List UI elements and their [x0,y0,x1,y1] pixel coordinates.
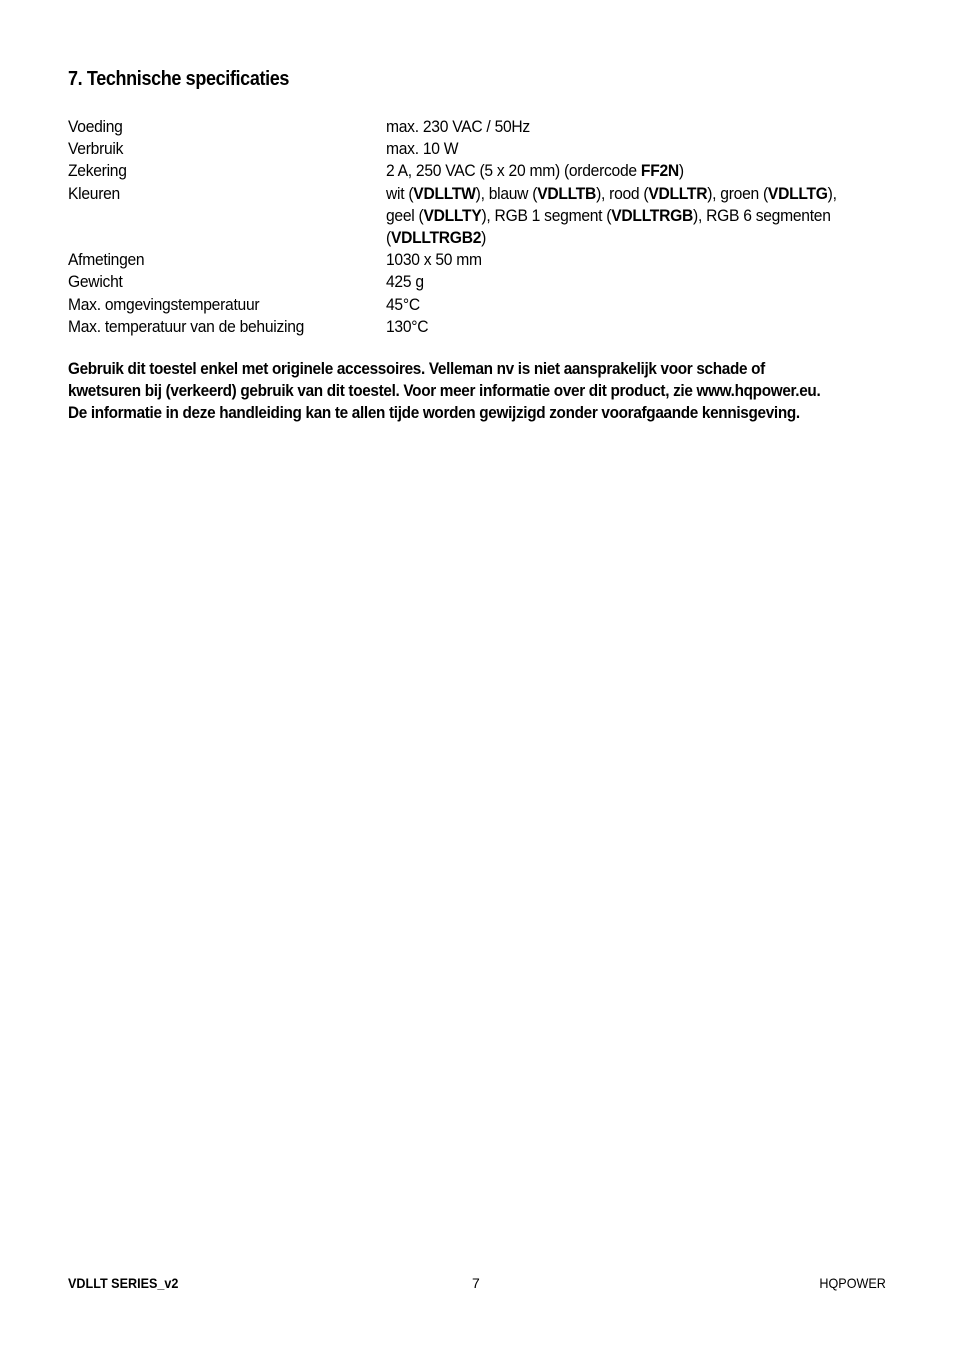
section-heading: 7. Technische specificaties [68,68,290,90]
spec-row-verbruik [68,138,888,160]
spec-value: 130°C [386,316,429,336]
kleuren-line-1: wit (VDLLTW), blauw (VDLLTB), rood (VDLLTR), groen (VDLLTG), [386,183,837,203]
spec-label: Afmetingen [68,250,145,270]
spec-label: Voeding [68,117,123,136]
spec-row-gewicht [68,271,888,293]
order-code: VDLLTRGB [611,205,694,225]
spec-value [386,183,883,250]
spec-row-afmetingen [68,249,888,271]
notice-line: kwetsuren bij (verkeerd) gebruik van dit toestel. Voor meer informatie over dit product, zie www.hqpower.eu. [68,381,821,401]
order-code: VDLLTY [423,205,482,225]
spec-value-text: 2 A, 250 VAC (5 x 20 mm) (ordercode [386,161,641,181]
spec-value: 425 g [386,272,424,292]
order-code: VDLLTRGB2 [390,228,482,248]
order-code: VDLLTG [767,183,828,203]
order-code: VDLLTR [648,183,708,203]
spec-label: Max. temperatuur van de behuizing [68,316,305,336]
spec-value: 45°C [386,294,420,314]
spec-label: Gewicht [68,272,123,292]
spec-label: Max. omgevingstemperatuur [68,294,260,314]
footer-brand: HQPOWER [819,1275,886,1291]
spec-table [68,116,888,338]
spec-value: max. 230 VAC / 50Hz [386,117,530,136]
kleuren-line-3: (VDLLTRGB2) [386,228,487,248]
spec-value [386,160,883,182]
order-code: VDLLTB [537,183,597,203]
footer-page-number: 7 [472,1275,480,1291]
spec-label: Zekering [68,161,127,181]
spec-row-omgevingstemperatuur [68,294,888,316]
order-code: VDLLTW [413,183,476,203]
spec-value: max. 10 W [386,139,459,159]
disclaimer-notice [68,358,948,425]
spec-label: Verbruik [68,139,124,159]
kleuren-line-2: geel (VDLLTY), RGB 1 segment (VDLLTRGB), RGB 6 segmenten [386,205,831,225]
spec-row-behuizing [68,316,888,338]
spec-value: 1030 x 50 mm [386,250,482,270]
spec-value-text: ) [678,161,684,181]
spec-row-voeding [68,116,888,138]
spec-row-zekering [68,160,888,182]
order-code: FF2N [640,161,679,181]
notice-line: Gebruik dit toestel enkel met originele accessoires. Velleman nv is niet aansprakelijk voor schade of [68,359,765,378]
spec-label: Kleuren [68,183,120,203]
footer-document-id: VDLLT SERIES_v2 [68,1275,179,1291]
spec-row-kleuren [68,183,888,250]
notice-line: De informatie in deze handleiding kan te allen tijde worden gewijzigd zonder voorafgaande kennisgeving. [68,403,800,423]
